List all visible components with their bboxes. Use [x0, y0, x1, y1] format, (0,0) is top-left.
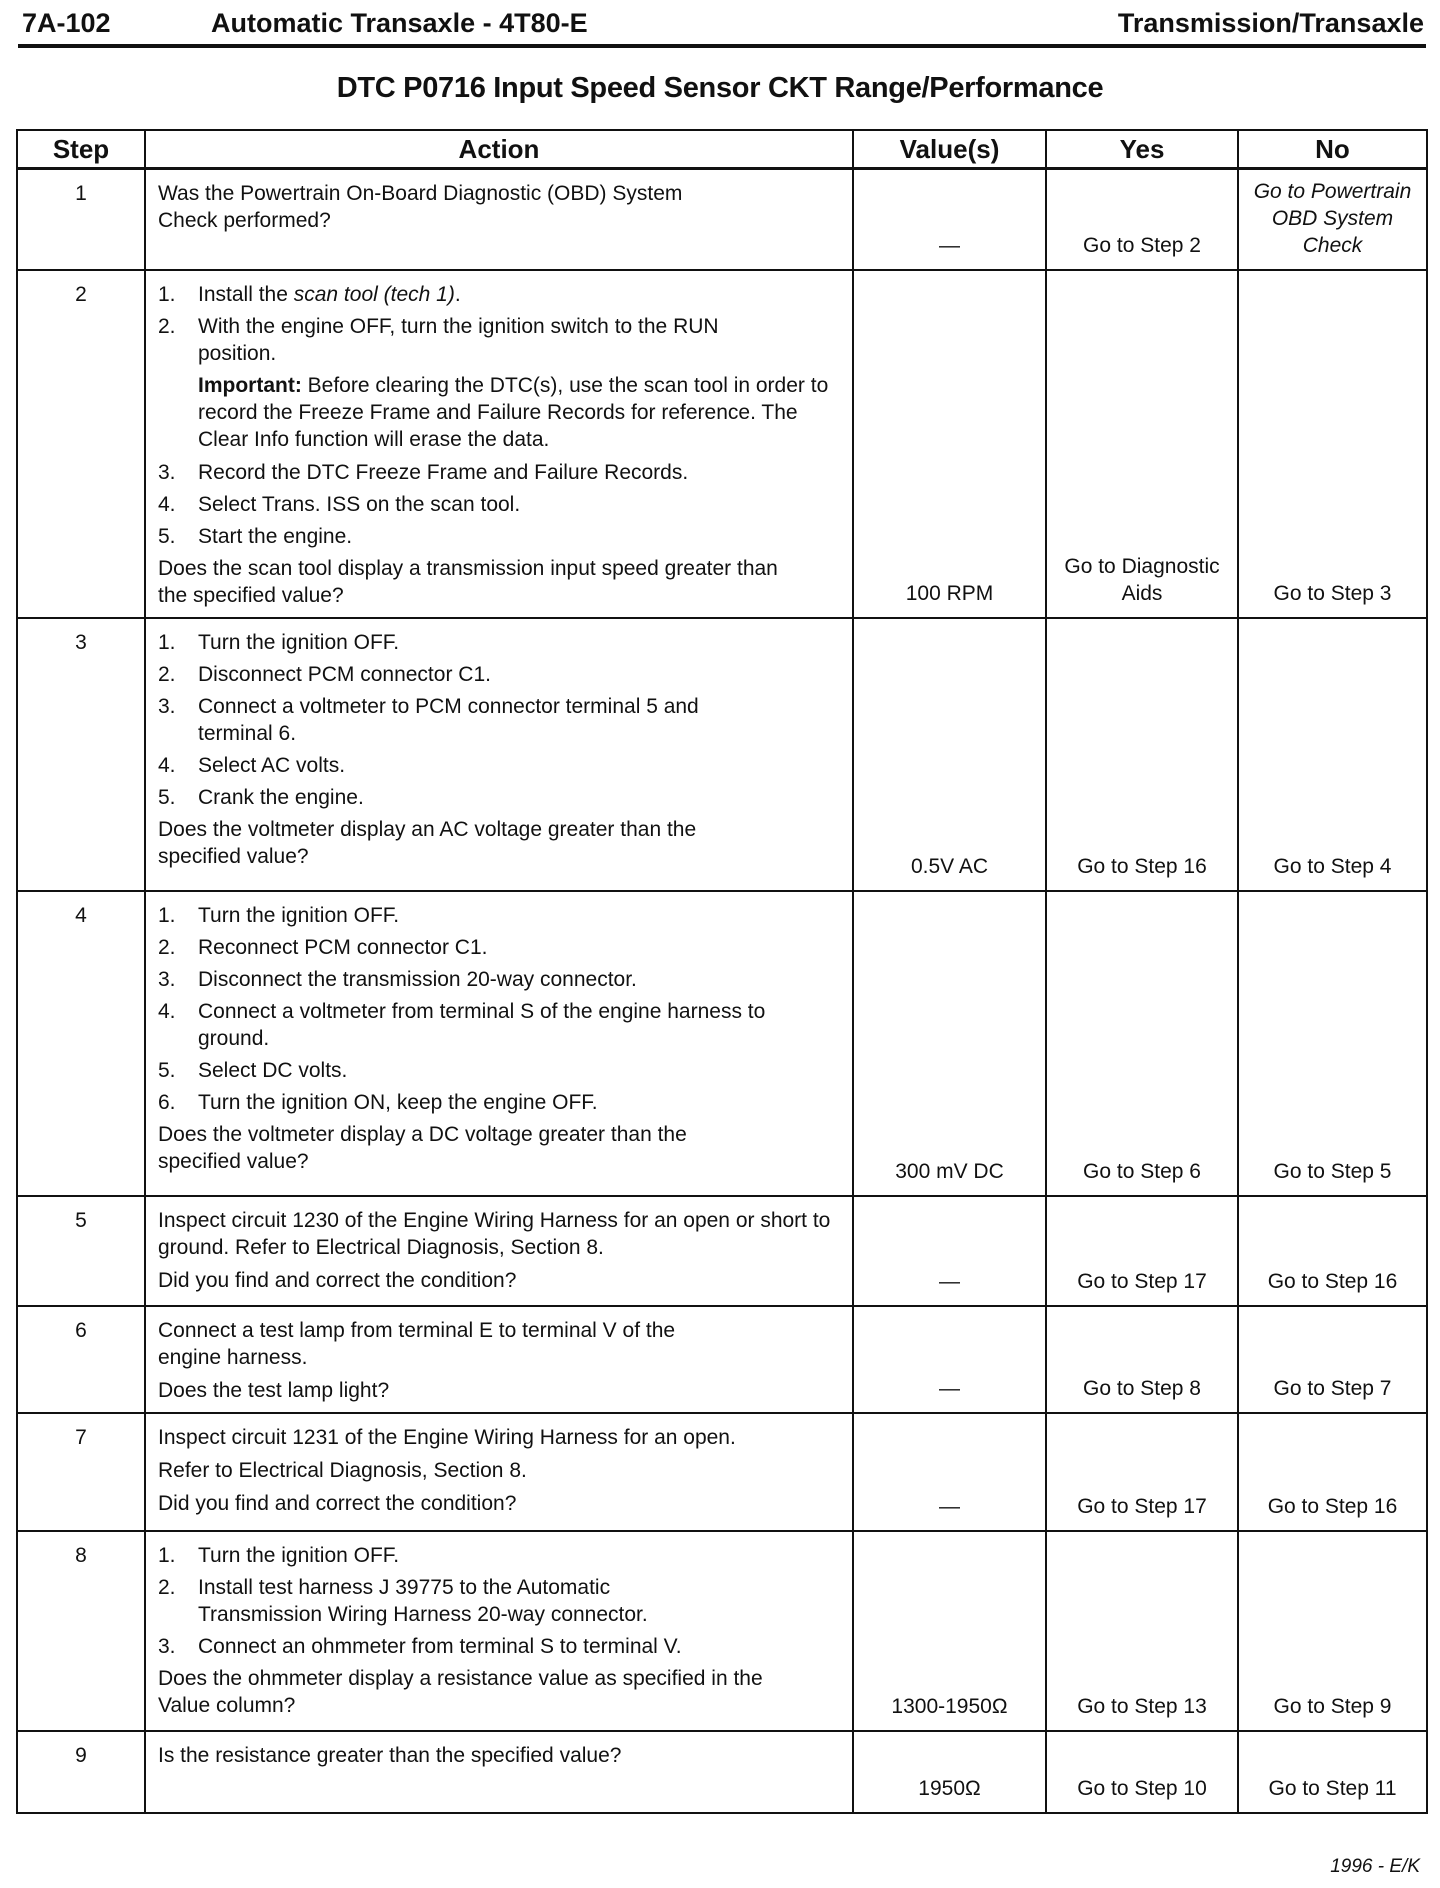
step-question: Did you find and correct the condition? — [158, 1269, 517, 1292]
step-value: — — [853, 169, 1046, 271]
step-action — [145, 270, 853, 618]
table-row — [17, 1306, 1427, 1413]
step-no: Go to Powertrain OBD System Check — [1238, 169, 1427, 271]
diagnostic-table — [16, 129, 1428, 1814]
list-item: 3. Connect an ohmmeter from terminal S to terminal V. — [158, 1635, 682, 1658]
step-question: Does the scan tool display a transmission input speed greater than the specified value? — [158, 557, 778, 607]
list-item: 1. Install the scan tool (tech 1). — [158, 283, 461, 306]
step-yes: Go to Step 13 — [1046, 1531, 1238, 1731]
step-yes: Go to Step 17 — [1046, 1196, 1238, 1306]
step-no: Go to Step 3 — [1238, 270, 1427, 618]
column-header-no: No — [1238, 130, 1427, 169]
step-action — [145, 891, 853, 1196]
step-no: Go to Step 11 — [1238, 1731, 1427, 1813]
page-footer: 1996 - E/K — [1330, 1856, 1420, 1877]
step-yes: Go to Step 2 — [1046, 169, 1238, 271]
important-note: Important: Before clearing the DTC(s), use the scan tool in order to record the Freeze Frame and Failure Records for reference. The Clear Info function will erase the data. — [198, 374, 829, 451]
step-value: — — [853, 1306, 1046, 1413]
step-action — [145, 169, 853, 271]
table-row — [17, 1196, 1427, 1306]
table-row — [17, 891, 1427, 1196]
step-number: 1 — [17, 169, 145, 271]
step-number: 5 — [17, 1196, 145, 1306]
step-action — [145, 1531, 853, 1731]
step-text: Connect a test lamp from terminal E to terminal V of the engine harness. — [158, 1319, 676, 1369]
page-number: 7A-102 — [22, 8, 111, 38]
step-action — [145, 1306, 853, 1413]
step-yes: Go to Step 10 — [1046, 1731, 1238, 1813]
column-header-action: Action — [145, 130, 853, 169]
step-no: Go to Step 5 — [1238, 891, 1427, 1196]
table-row — [17, 618, 1427, 891]
list-item: 1. Turn the ignition OFF. — [158, 1544, 400, 1567]
table-row — [17, 1731, 1427, 1813]
step-yes: Go to Step 16 — [1046, 618, 1238, 891]
step-yes: Go to Step 6 — [1046, 891, 1238, 1196]
step-value: — — [853, 1413, 1046, 1531]
document-title: DTC P0716 Input Speed Sensor CKT Range/Performance — [336, 72, 1104, 104]
list-item: 2. Disconnect PCM connector C1. — [158, 663, 491, 686]
step-number: 8 — [17, 1531, 145, 1731]
step-no: Go to Step 16 — [1238, 1413, 1427, 1531]
table-row — [17, 270, 1427, 618]
list-item: 4. Select Trans. ISS on the scan tool. — [158, 493, 521, 516]
step-action — [145, 1731, 853, 1813]
list-item: 5. Crank the engine. — [158, 786, 364, 809]
table-row — [17, 1531, 1427, 1731]
column-header-yes: Yes — [1046, 130, 1238, 169]
step-number: 4 — [17, 891, 145, 1196]
page-header — [18, 4, 1426, 48]
step-number: 7 — [17, 1413, 145, 1531]
list-item: 5. Start the engine. — [158, 525, 353, 548]
step-number: 2 — [17, 270, 145, 618]
step-question: Was the Powertrain On-Board Diagnostic (OBD) System Check performed? — [158, 182, 683, 232]
step-yes: Go to Step 8 — [1046, 1306, 1238, 1413]
step-value: — — [853, 1196, 1046, 1306]
list-item: 1. Turn the ignition OFF. — [158, 904, 400, 927]
list-item: 1. Turn the ignition OFF. — [158, 631, 400, 654]
list-item: 3. Record the DTC Freeze Frame and Failure Records. — [158, 461, 689, 484]
list-item: 5. Select DC volts. — [158, 1059, 348, 1082]
step-value: 1300-1950Ω — [853, 1531, 1046, 1731]
step-value: 1950Ω — [853, 1731, 1046, 1813]
step-number: 6 — [17, 1306, 145, 1413]
step-question: Does the ohmmeter display a resistance value as specified in the Value column? — [158, 1667, 763, 1717]
step-no: Go to Step 4 — [1238, 618, 1427, 891]
list-item: 4. Select AC volts. — [158, 754, 346, 777]
list-item: 4. Connect a voltmeter from terminal S of the engine harness to ground. — [158, 1000, 766, 1050]
step-yes: Go to Step 17 — [1046, 1413, 1238, 1531]
step-value: 0.5V AC — [853, 618, 1046, 891]
list-item: 6. Turn the ignition ON, keep the engine OFF. — [158, 1091, 598, 1114]
column-header-values: Value(s) — [853, 130, 1046, 169]
step-yes: Go to Diagnostic Aids — [1046, 270, 1238, 618]
step-value: 300 mV DC — [853, 891, 1046, 1196]
list-item: 2. With the engine OFF, turn the ignition switch to the RUN position. — [158, 315, 719, 365]
table-header-row — [17, 130, 1427, 169]
list-item: 2. Reconnect PCM connector C1. — [158, 936, 488, 959]
step-question: Does the voltmeter display a DC voltage greater than the specified value? — [158, 1123, 687, 1173]
step-text-reference: Refer to Electrical Diagnosis, Section 8. — [158, 1459, 527, 1482]
list-item: 2. Install test harness J 39775 to the Automatic Transmission Wiring Harness 20-way connector. — [158, 1576, 648, 1626]
column-header-step: Step — [17, 130, 145, 169]
step-action — [145, 1196, 853, 1306]
step-question: Is the resistance greater than the specified value? — [158, 1744, 622, 1767]
step-no: Go to Step 16 — [1238, 1196, 1427, 1306]
step-text: Inspect circuit 1230 of the Engine Wiring Harness for an open or short to ground. Refer to Electrical Diagnosis, Section 8. — [158, 1209, 831, 1259]
step-no: Go to Step 7 — [1238, 1306, 1427, 1413]
section-title: Automatic Transaxle - 4T80-E — [211, 8, 588, 38]
step-text: Inspect circuit 1231 of the Engine Wiring Harness for an open. — [158, 1426, 736, 1449]
step-action — [145, 1413, 853, 1531]
step-question: Does the test lamp light? — [158, 1379, 390, 1402]
step-action — [145, 618, 853, 891]
list-item: 3. Connect a voltmeter to PCM connector terminal 5 and terminal 6. — [158, 695, 699, 745]
step-number: 3 — [17, 618, 145, 891]
step-value: 100 RPM — [853, 270, 1046, 618]
list-item: 3. Disconnect the transmission 20-way connector. — [158, 968, 637, 991]
step-no: Go to Step 9 — [1238, 1531, 1427, 1731]
table-row — [17, 169, 1427, 271]
chapter-title: Transmission/Transaxle — [1117, 8, 1424, 38]
step-number: 9 — [17, 1731, 145, 1813]
step-question: Does the voltmeter display an AC voltage greater than the specified value? — [158, 818, 697, 868]
step-question: Did you find and correct the condition? — [158, 1492, 517, 1515]
table-row — [17, 1413, 1427, 1531]
